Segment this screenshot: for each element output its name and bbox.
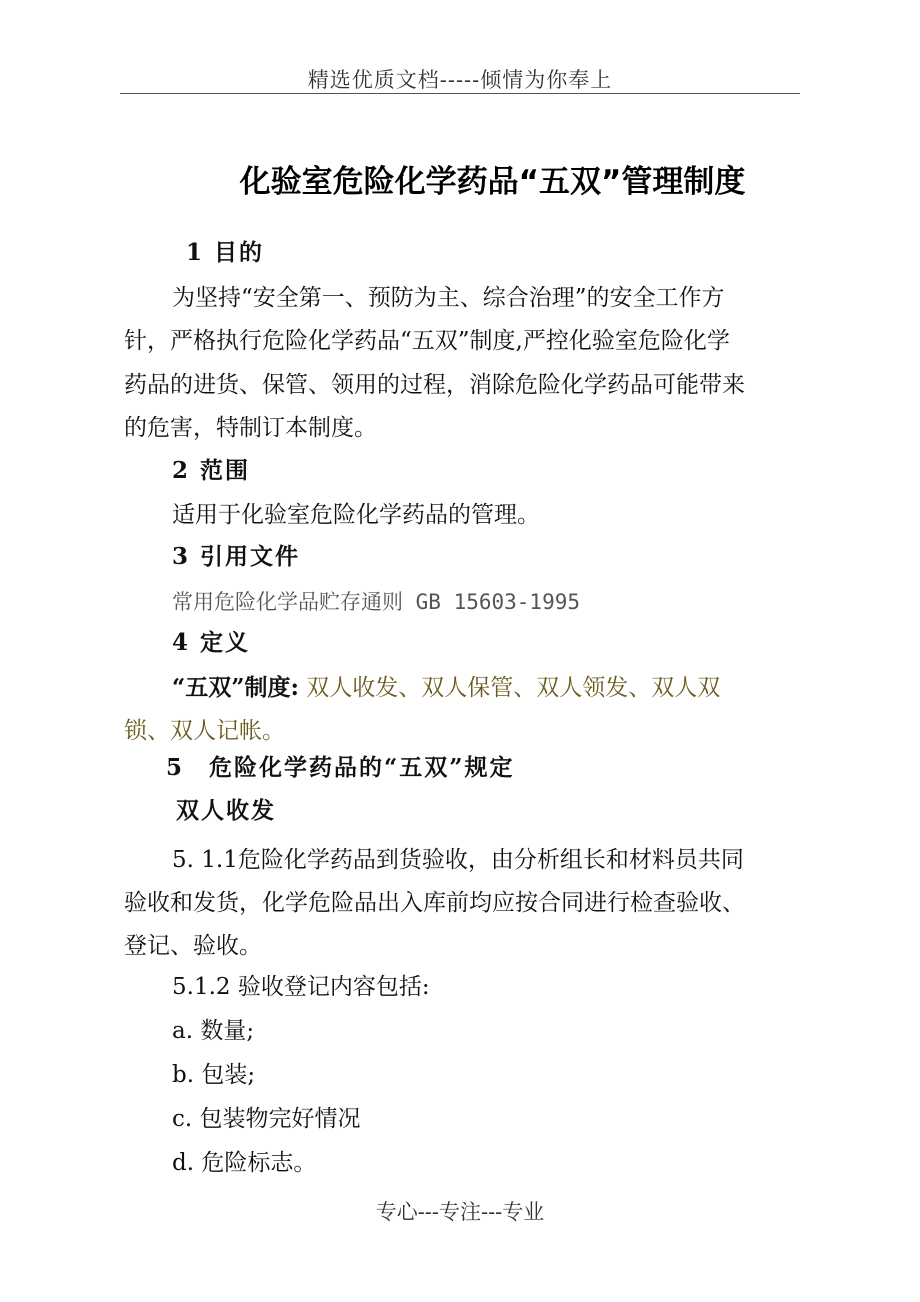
section-5-p1-line-1: 5. 1.1危险化学药品到货验收，由分析组长和材料员共同	[172, 847, 744, 873]
subsection-heading: 双人收发	[176, 797, 276, 824]
list-item-a: a. 数量;	[172, 1018, 255, 1044]
section-1-line-4: 的危害，特制订本制度。	[124, 415, 377, 441]
section-1-line-2: 针，严格执行危险化学药品“五双”制度,严控化验室危险化学	[124, 328, 730, 354]
definition-text-line-1: 双人收发、双人保管、双人领发、双人双	[306, 675, 721, 701]
section-5-p2: 5.1.2 验收登记内容包括:	[172, 974, 430, 1000]
definition-term: “五双”制度:	[172, 674, 299, 701]
list-item-d: d. 危险标志。	[172, 1150, 317, 1176]
list-item-c: c. 包装物完好情况	[172, 1106, 361, 1132]
list-item-b: b. 包装;	[172, 1062, 256, 1088]
section-5-p1-line-3: 登记、验收。	[124, 933, 262, 959]
section-5-heading: 5 危险化学药品的“五双”规定	[166, 754, 515, 781]
section-2-text: 适用于化验室危险化学药品的管理。	[172, 502, 540, 528]
page-footer: 专心---专注---专业	[375, 1200, 545, 1224]
section-1-line-1: 为坚持“安全第一、预防为主、综合治理”的安全工作方	[172, 285, 725, 311]
header-divider	[120, 93, 800, 94]
section-1-heading: 1 目的	[186, 239, 265, 266]
section-3-text: 常用危险化学品贮存通则 GB 15603-1995	[172, 590, 581, 614]
section-2-heading: 2 范围	[172, 457, 251, 484]
document-title: 化验室危险化学药品“五双”管理制度	[239, 164, 746, 200]
definition-text-line-2: 锁、双人记帐。	[124, 718, 285, 744]
section-1-line-3: 药品的进货、保管、领用的过程，消除危险化学药品可能带来	[124, 372, 745, 398]
section-4-heading: 4 定义	[172, 629, 251, 656]
page-header: 精选优质文档-----倾情为你奉上	[307, 68, 613, 92]
section-4-definition	[172, 673, 720, 703]
section-5-p1-line-2: 验收和发货，化学危险品出入库前均应按合同进行检查验收、	[124, 890, 745, 916]
section-3-heading: 3 引用文件	[172, 543, 301, 570]
